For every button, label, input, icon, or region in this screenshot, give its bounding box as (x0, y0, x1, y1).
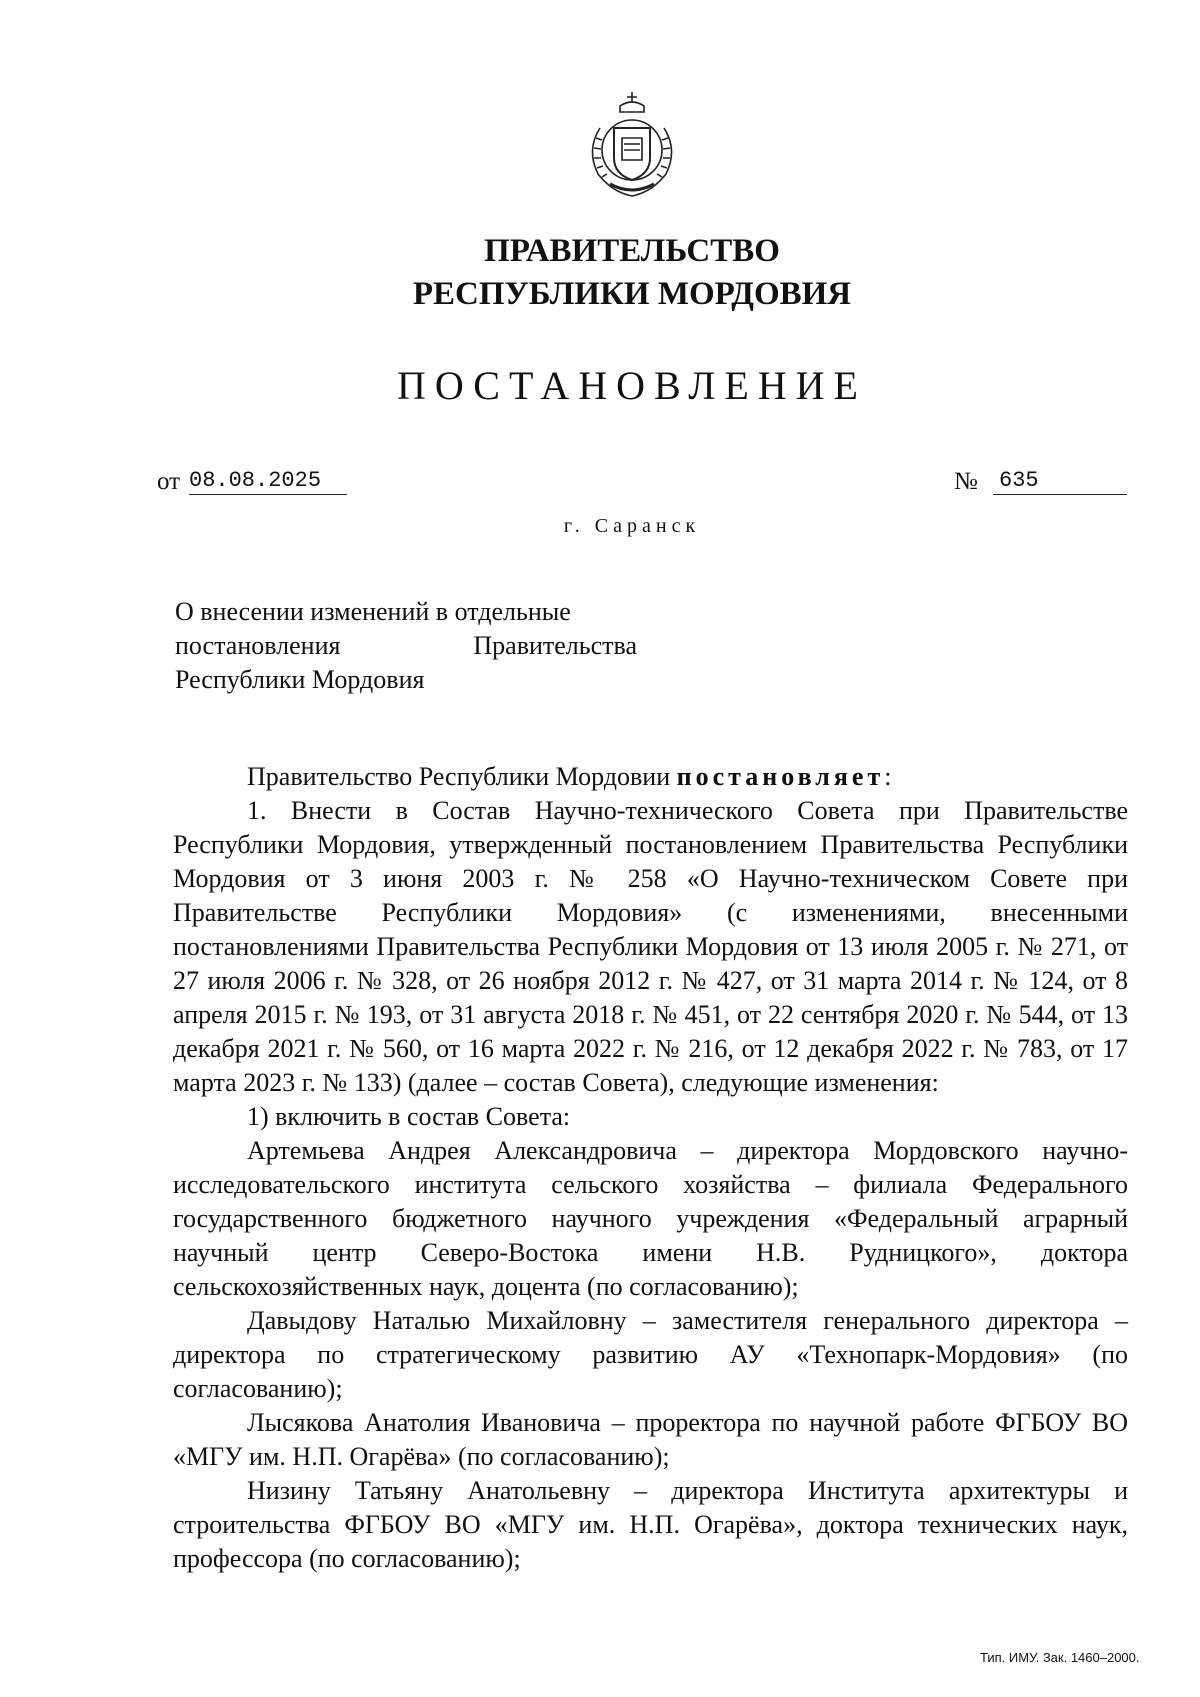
paragraph-4: Давыдову Наталью Михайловну – заместителя генерального директора – директора по стратегическому развитию АУ «Технопарк-Мордовия» (по согласованию); (173, 1306, 1128, 1403)
coat-of-arms-emblem (580, 88, 684, 200)
paragraph-1: 1. Внести в Состав Научно-технического Совета при Правительстве Республики Мордовия, утвержденный постановлением Правительства Республики Мордовия от 3 июня 2003 г. № 258 «О Научно-техническом Совете при Правительстве Республики Мордовия» (с изменениями, внесенными постановлениями Правительства Республики Мордовия от 13 июля 2005 г. № 271, от 27 июля 2006 г. № 328, от 26 ноября 2012 г. № 427, от 31 марта 2014 г. № 124, от 8 апреля 2015 г. № 193, от 31 августа 2018 г. № 451, от 22 сентября 2020 г. № 544, от 13 декабря 2021 г. № 560, от 16 марта 2022 г. № 216, от 12 декабря 2022 г. № 783, от 17 марта 2023 г. № 133) (далее – состав Совета), следующие изменения: (173, 796, 1128, 1097)
intro-paragraph (173, 760, 1128, 794)
city-name: г. Саранск (563, 515, 701, 537)
number-label: № (954, 468, 978, 495)
document-subject (175, 595, 637, 697)
document-number: 635 (993, 468, 1127, 495)
paragraph-5: Лысякова Анатолия Ивановича – проректора по научной работе ФГБОУ ВО «МГУ им. Н.П. Огарёва» (по согласованию); (173, 1408, 1128, 1471)
paragraph-2: 1) включить в состав Совета: (247, 1102, 571, 1131)
subject-line-2: постановления Правительства (175, 631, 637, 660)
intro-text: Правительство Республики Мордовии (247, 762, 671, 791)
subject-line-1: О внесении изменений в отдельные (175, 597, 571, 626)
paragraph-3: Артемьева Андрея Александровича – директора Мордовского научно-исследовательского института сельского хозяйства – филиала Федерального государственного бюджетного научного учреждения «Федеральный аграрный научный центр Северо-Востока имени Н.В. Рудницкого», доктора сельскохозяйственных наук, доцента (по согласованию); (173, 1136, 1128, 1301)
intro-colon: : (884, 762, 892, 791)
organization-title (0, 230, 1200, 316)
date-label: от (157, 468, 181, 495)
document-type-heading: ПОСТАНОВЛЕНИЕ (397, 363, 867, 408)
subject-line-3: Республики Мордовия (175, 665, 425, 694)
date-number-row (157, 468, 1122, 508)
intro-verb: постановляет (676, 762, 885, 791)
print-info-footer: Тип. ИМУ. Зак. 1460–2000. (980, 1650, 1140, 1665)
document-body (173, 760, 1128, 1576)
organization-title-line-2: РЕСПУБЛИКИ МОРДОВИЯ (412, 276, 852, 312)
document-date: 08.08.2025 (189, 468, 347, 495)
organization-title-line-1: ПРАВИТЕЛЬСТВО (484, 233, 780, 269)
paragraph-6: Низину Татьяну Анатольевну – директора Института архитектуры и строительства ФГБОУ ВО «МГУ им. Н.П. Огарёва», доктора технических наук, профессора (по согласованию); (173, 1476, 1128, 1573)
